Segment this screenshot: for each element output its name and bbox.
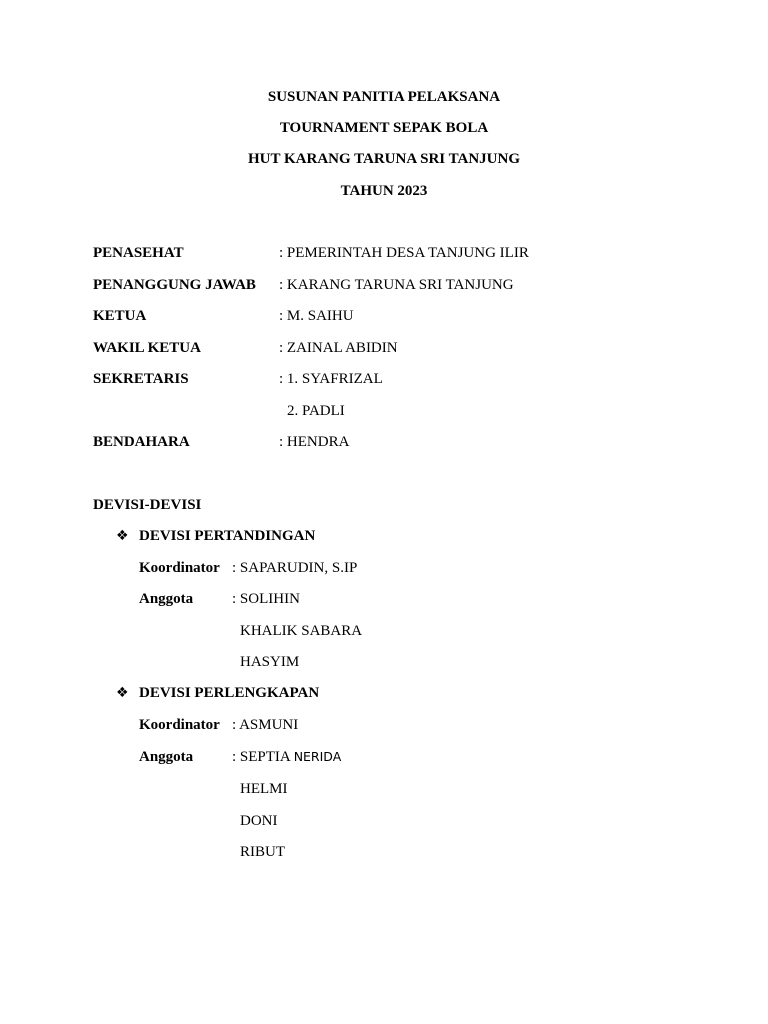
committee-label-ketua: KETUA bbox=[93, 308, 147, 324]
committee-value-bendahara: : HENDRA bbox=[279, 434, 350, 450]
committee-value-penanggung-jawab: : KARANG TARUNA SRI TANJUNG bbox=[279, 277, 514, 293]
committee-label-sekretaris: SEKRETARIS bbox=[93, 371, 189, 387]
division-2-member: RIBUT bbox=[240, 844, 285, 860]
committee-value-penasehat: : PEMERINTAH DESA TANJUNG ILIR bbox=[279, 245, 529, 261]
divisions-heading: DEVISI-DEVISI bbox=[93, 497, 202, 513]
division-1-member-first: : SOLIHIN bbox=[232, 591, 300, 607]
committee-value-sekretaris-2: 2. PADLI bbox=[287, 403, 345, 419]
division-1-members-label: Anggota bbox=[139, 591, 194, 607]
committee-label-bendahara: BENDAHARA bbox=[93, 434, 190, 450]
division-2-member: DONI bbox=[240, 813, 278, 829]
division-1-coordinator-label: Koordinator bbox=[139, 560, 220, 576]
division-2-members-label: Anggota bbox=[139, 749, 194, 765]
division-1-member: HASYIM bbox=[240, 654, 300, 670]
title-line-1: SUSUNAN PANITIA PELAKSANA bbox=[267, 89, 501, 105]
title-line-4: TAHUN 2023 bbox=[340, 183, 428, 199]
division-1-coordinator-value: : SAPARUDIN, S.IP bbox=[232, 560, 358, 576]
committee-label-wakil-ketua: WAKIL KETUA bbox=[93, 340, 201, 356]
diamond-four-icon: ❖ bbox=[116, 685, 129, 701]
title-line-3: HUT KARANG TARUNA SRI TANJUNG bbox=[248, 151, 520, 167]
division-2-member-first bbox=[232, 747, 341, 767]
division-1-member: KHALIK SABARA bbox=[240, 623, 363, 639]
committee-value-sekretaris-1: : 1. SYAFRIZAL bbox=[279, 371, 383, 387]
division-2-member-first-a: : SEPTIA bbox=[232, 749, 290, 765]
diamond-four-icon: ❖ bbox=[116, 528, 129, 544]
committee-label-penasehat: PENASEHAT bbox=[93, 245, 184, 261]
committee-label-penanggung-jawab: PENANGGUNG JAWAB bbox=[93, 277, 256, 293]
division-2-member-first-b: NERIDA bbox=[293, 749, 342, 764]
committee-value-wakil-ketua: : ZAINAL ABIDIN bbox=[279, 340, 398, 356]
division-2-coordinator-value: : ASMUNI bbox=[232, 717, 299, 733]
division-1-title: DEVISI PERTANDINGAN bbox=[139, 528, 316, 544]
division-2-coordinator-label: Koordinator bbox=[139, 717, 220, 733]
division-2-title: DEVISI PERLENGKAPAN bbox=[139, 685, 320, 701]
committee-value-ketua: : M. SAIHU bbox=[279, 308, 354, 324]
division-2-member: HELMI bbox=[240, 781, 288, 797]
title-line-2: TOURNAMENT SEPAK BOLA bbox=[279, 120, 489, 136]
